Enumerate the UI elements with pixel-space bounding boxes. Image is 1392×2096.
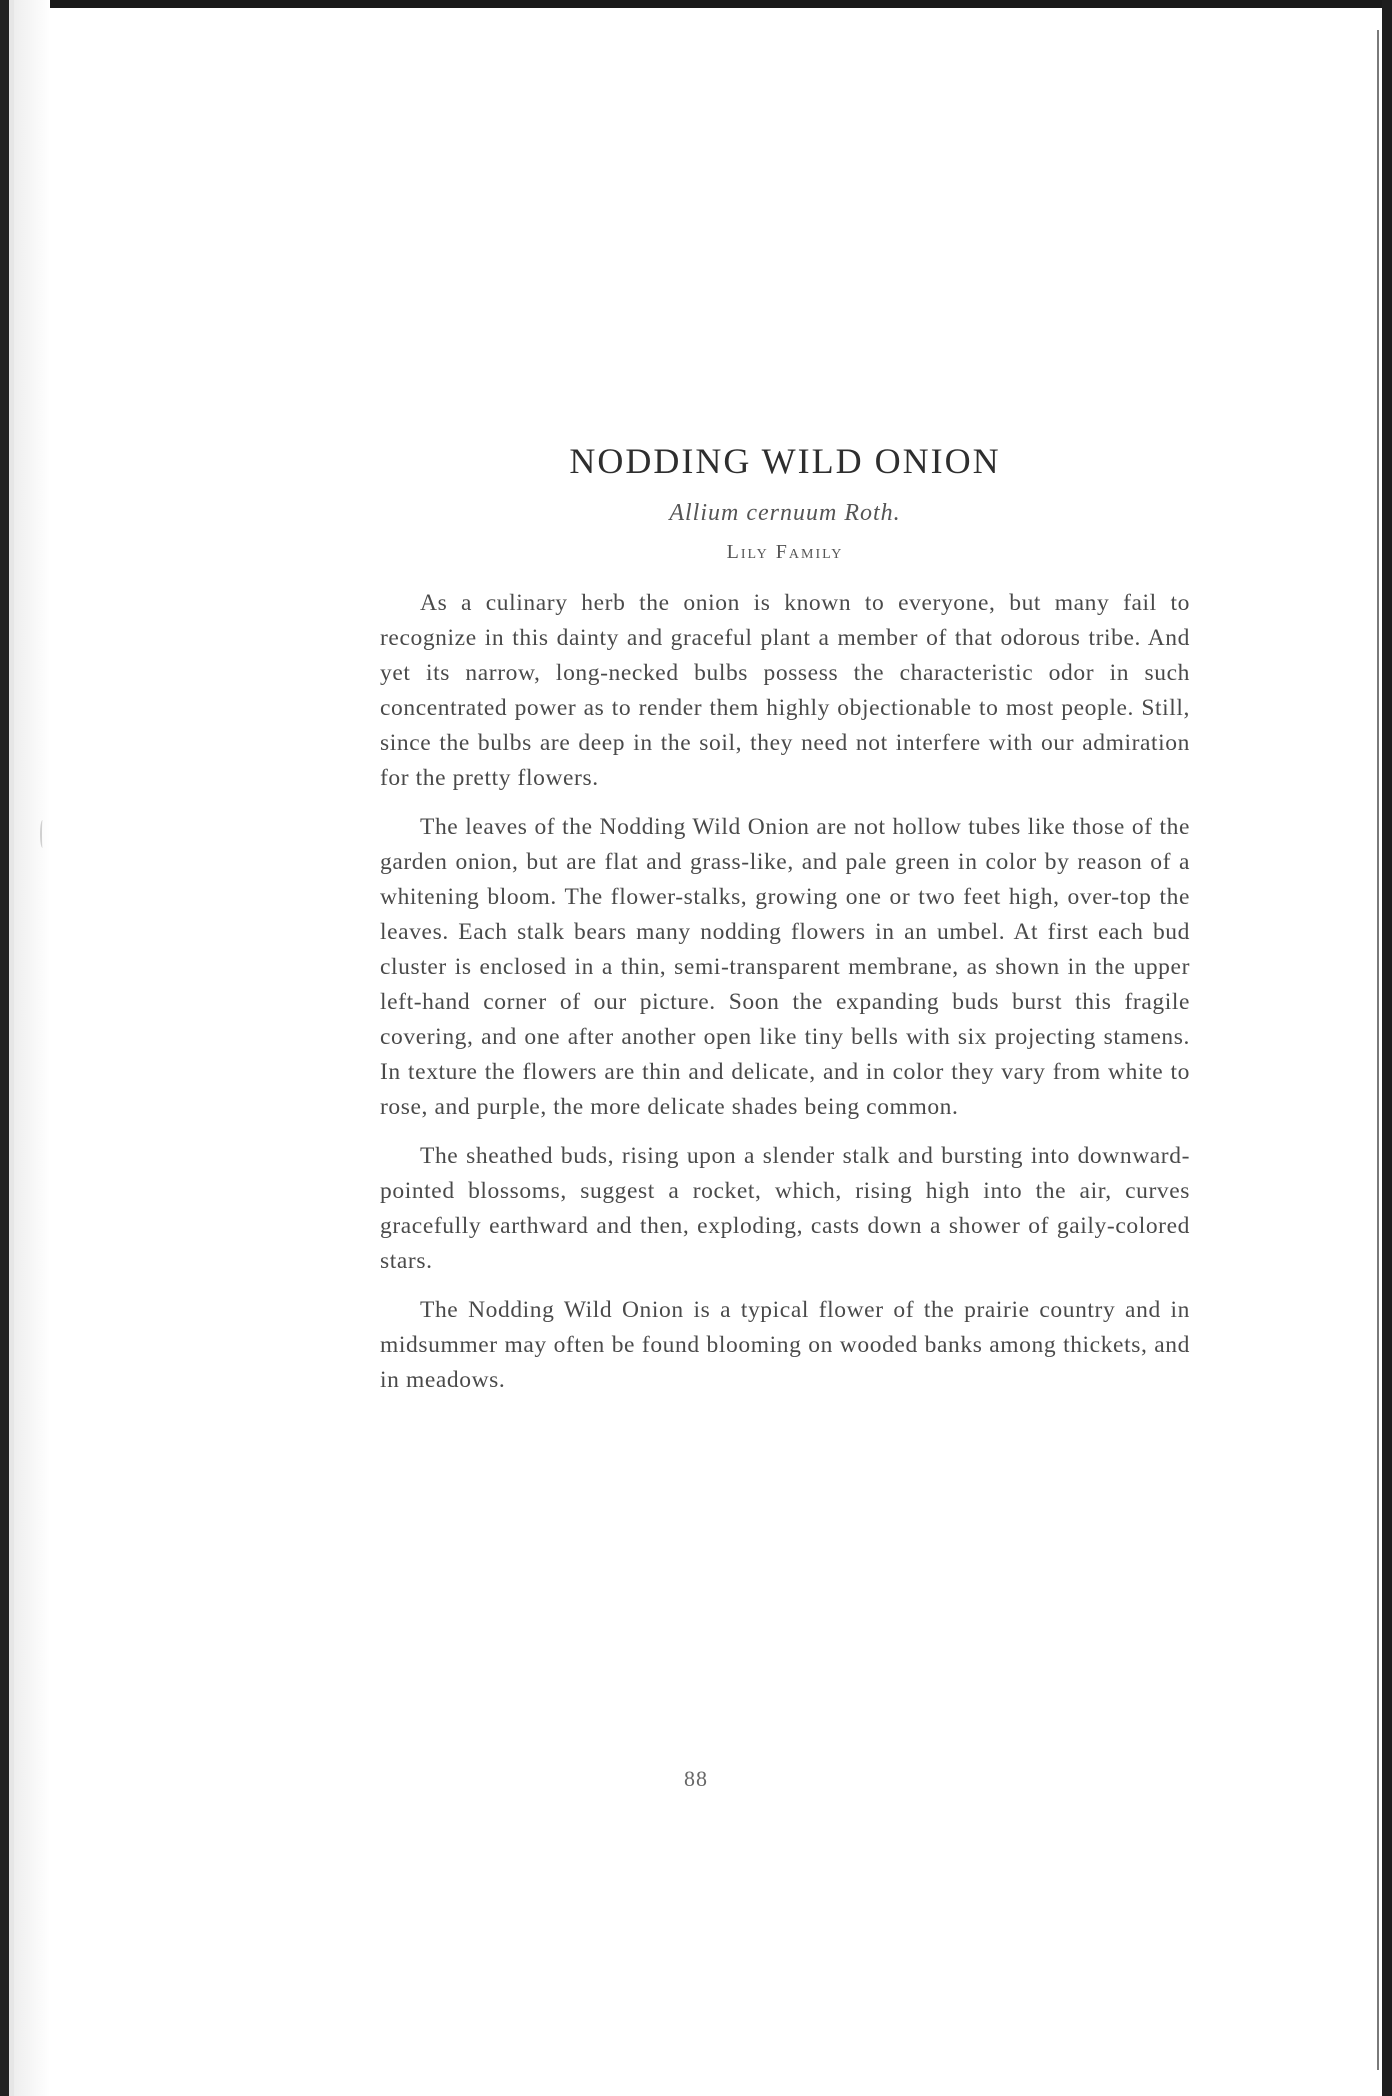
page-right-edge-line	[1377, 30, 1379, 2070]
plant-family: Lily Family	[726, 541, 844, 563]
page-number: 88	[684, 1766, 708, 1791]
scientific-name: Allium cernuum Roth.	[669, 500, 901, 526]
margin-smudge	[40, 820, 45, 848]
paragraph: The sheathed buds, rising upon a slender stalk and bursting into downward-pointed blossoms, suggest a rocket, which, rising high into the air, curves gracefully earthward and then, exploding, casts down a shower of gaily-colored stars.	[380, 1143, 1190, 1274]
article-body	[380, 586, 1190, 1398]
scan-top-border	[0, 0, 1392, 8]
page-title: NODDING WILD ONION	[569, 441, 1001, 481]
paragraph: The leaves of the Nodding Wild Onion are not hollow tubes like those of the garden onion, but are flat and grass-like, and pale green in color by reason of a whitening bloom. The flower-stalks, growing one or two feet high, over-top the leaves. Each stalk bears many nodding flowers in an umbel. At first each bud cluster is enclosed in a thin, semi-transparent membrane, as shown in the upper left-hand corner of our picture. Soon the expanding buds burst this fragile covering, and one after another open like tiny bells with six projecting stamens. In texture the flowers are thin and delicate, and in color they vary from white to rose, and purple, the more delicate shades being common.	[380, 814, 1190, 1120]
page-content	[380, 440, 1190, 1412]
paragraph: The Nodding Wild Onion is a typical flower of the prairie country and in midsummer may often be found blooming on wooded banks among thickets, and in meadows.	[380, 1297, 1190, 1393]
paragraph: As a culinary herb the onion is known to everyone, but many fail to recognize in this dainty and graceful plant a member of that odorous tribe. And yet its narrow, long-necked bulbs possess the characteristic odor in such concentrated power as to render them highly objectionable to most people. Still, since the bulbs are deep in the soil, they need not interfere with our admiration for the pretty flowers.	[380, 590, 1190, 791]
